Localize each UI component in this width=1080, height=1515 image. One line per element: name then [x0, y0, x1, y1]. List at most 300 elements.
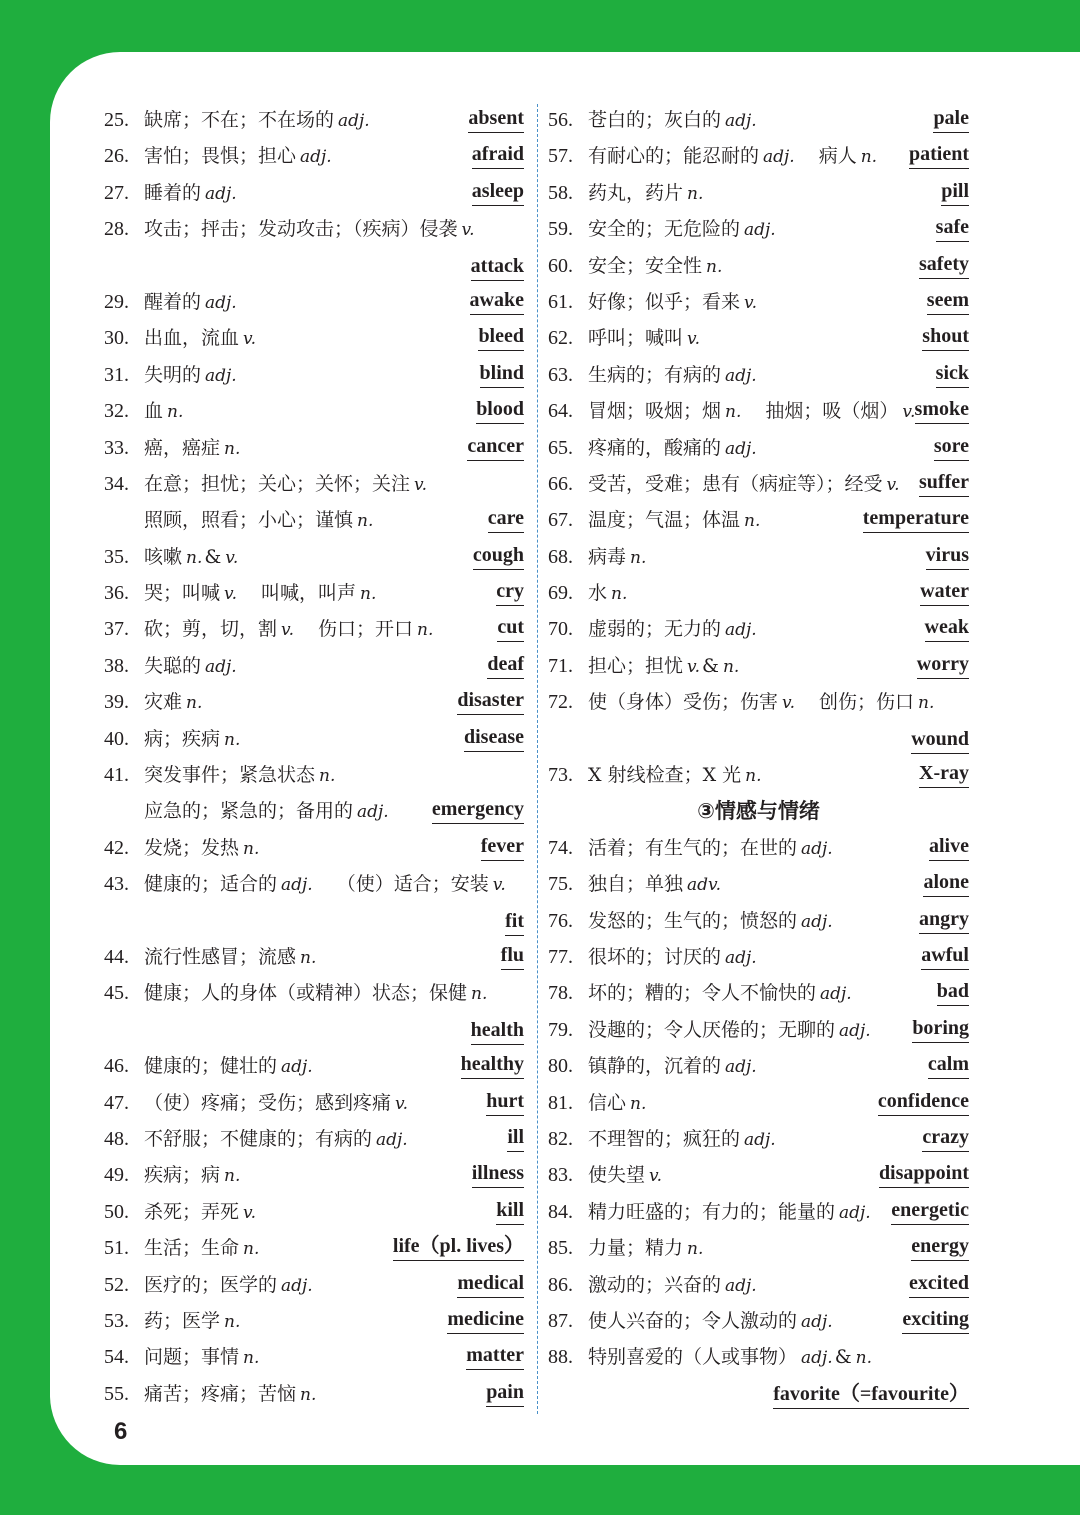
- vocab-column-left: [104, 102, 524, 1412]
- entry-number: 49.: [104, 1164, 129, 1187]
- chinese-meaning: 叫喊，叫声: [261, 582, 357, 605]
- part-of-speech: v.: [225, 547, 239, 568]
- vocab-entry: [548, 830, 969, 866]
- chinese-meaning: 伤口；开口: [318, 618, 414, 641]
- answer-word: weak: [925, 613, 969, 642]
- part-of-speech: adj.: [205, 183, 237, 204]
- chinese-meaning: 没趣的；令人厌倦的；无聊的: [588, 1018, 836, 1041]
- answer-word: asleep: [472, 177, 524, 206]
- answer-word: blind: [480, 359, 524, 388]
- chinese-meaning: 镇静的，沉着的: [588, 1055, 722, 1078]
- part-of-speech: n.: [630, 1093, 647, 1114]
- part-of-speech: n.: [224, 729, 241, 750]
- vocab-entry: [548, 539, 969, 575]
- part-of-speech: adj.: [801, 911, 833, 932]
- answer-word: X-ray: [919, 759, 969, 788]
- part-of-speech: adj.: [376, 1129, 408, 1150]
- entry-number: 63.: [548, 363, 573, 386]
- chinese-meaning: 在意；担忧；关心；关怀；关注: [144, 472, 411, 495]
- chinese-meaning: 缺席；不在；不在场的: [144, 109, 335, 131]
- answer-word: safety: [919, 250, 969, 279]
- answer-word: pain: [486, 1378, 524, 1407]
- chinese-meaning: 应急的；紧急的；备用的: [144, 800, 354, 823]
- vocab-entry: [104, 1048, 524, 1084]
- part-of-speech: v.: [395, 1093, 409, 1114]
- chinese-meaning: 精力旺盛的；有力的；能量的: [588, 1200, 836, 1223]
- answer-word: health: [471, 1016, 524, 1045]
- part-of-speech: adj.: [744, 1129, 776, 1150]
- entry-number: 52.: [104, 1273, 129, 1296]
- chinese-meaning: 砍；剪，切，割: [144, 618, 278, 641]
- answer-word: emergency: [432, 795, 524, 824]
- vocab-entry: [104, 939, 524, 975]
- answer-word: suffer: [919, 468, 969, 497]
- vocab-entry: [548, 1194, 969, 1230]
- entry-number: 78.: [548, 982, 573, 1005]
- part-of-speech: adj.: [763, 147, 795, 168]
- part-of-speech: adj.: [281, 1057, 313, 1078]
- chinese-meaning: 特别喜爱的（人或事物）: [588, 1346, 798, 1369]
- chinese-meaning: 流行性感冒；流感: [144, 945, 297, 968]
- chinese-meaning: 呼叫；喊叫: [588, 327, 684, 350]
- chinese-meaning: 好像；似乎；看来: [588, 290, 741, 313]
- entry-number: 85.: [548, 1237, 573, 1260]
- part-of-speech: adj.: [281, 1275, 313, 1296]
- entry-number: 86.: [548, 1273, 573, 1296]
- answer-word: fit: [505, 907, 524, 936]
- part-of-speech: adj.: [820, 984, 852, 1005]
- entry-number: 29.: [104, 290, 129, 313]
- chinese-meaning: 医疗的；医学的: [144, 1273, 278, 1296]
- answer-word: hurt: [486, 1087, 524, 1116]
- answer-word: seem: [927, 286, 969, 315]
- answer-word: excited: [909, 1269, 969, 1298]
- vocab-entry: [104, 430, 524, 466]
- answer-word: absent: [468, 104, 524, 133]
- vocab-entry: [104, 757, 524, 793]
- part-of-speech: n.: [855, 1348, 872, 1369]
- part-of-speech: v.: [687, 329, 701, 350]
- entry-number: 33.: [104, 436, 129, 459]
- part-of-speech: v.: [281, 620, 295, 641]
- part-of-speech: n.: [417, 620, 434, 641]
- chinese-meaning: 疾病；病: [144, 1164, 221, 1187]
- part-of-speech: adj.: [744, 220, 776, 241]
- entry-number: 77.: [548, 945, 573, 968]
- vocab-entry: [104, 284, 524, 320]
- vocab-entry: [548, 502, 969, 538]
- chinese-meaning: 哭；叫喊: [144, 582, 221, 605]
- answer-word: cancer: [467, 432, 524, 461]
- chinese-meaning: 病人: [818, 145, 857, 168]
- vocab-entry: [548, 1085, 969, 1121]
- answer-word: worry: [917, 650, 969, 679]
- entry-number: 67.: [548, 509, 573, 532]
- chinese-meaning: 坏的；糟的；令人不愉快的: [588, 982, 817, 1005]
- page-number: 6: [114, 1418, 128, 1445]
- chinese-meaning: 安全的；无危险的: [588, 218, 741, 241]
- entry-number: 27.: [104, 181, 129, 204]
- entry-number: 50.: [104, 1200, 129, 1223]
- part-of-speech: n.: [744, 511, 761, 532]
- chinese-meaning: 病毒: [588, 545, 627, 568]
- chinese-meaning: 安全；安全性: [588, 254, 703, 277]
- vocab-entry: [104, 830, 524, 866]
- vocab-entry: [104, 1230, 524, 1266]
- vocab-entry: [548, 102, 969, 138]
- vocab-entry: [104, 684, 524, 720]
- entry-number: 28.: [104, 218, 129, 241]
- vocab-entry: [104, 1121, 524, 1157]
- entry-number: 60.: [548, 254, 573, 277]
- chinese-meaning: 苍白的；灰白的: [588, 109, 722, 131]
- entry-number: 41.: [104, 764, 129, 787]
- part-of-speech: adv.: [687, 875, 722, 896]
- chinese-meaning: 有耐心的；能忍耐的: [588, 145, 760, 168]
- answer-word: crazy: [922, 1123, 969, 1152]
- vocab-entry: [548, 1339, 969, 1375]
- answer-word: deaf: [487, 650, 524, 679]
- part-of-speech: adj.: [205, 365, 237, 386]
- entry-number: 47.: [104, 1091, 129, 1114]
- section-title: ③情感与情绪: [697, 799, 820, 824]
- answer-word: attack: [471, 252, 524, 281]
- vocab-entry: [104, 1267, 524, 1303]
- chinese-meaning: 使（身体）受伤；伤害: [588, 691, 779, 714]
- part-of-speech: v.: [744, 292, 758, 313]
- part-of-speech: v.: [243, 329, 257, 350]
- vocab-entry: [104, 1339, 524, 1375]
- entry-number: 59.: [548, 218, 573, 241]
- vocab-entry: [548, 1303, 969, 1339]
- answer-word: alive: [929, 832, 969, 861]
- entry-number: 66.: [548, 472, 573, 495]
- vocab-entry: [104, 357, 524, 393]
- answer-word: afraid: [472, 140, 524, 169]
- chinese-meaning: &: [702, 654, 719, 677]
- answer-word: flu: [501, 941, 524, 970]
- entry-number: 56.: [548, 109, 573, 131]
- chinese-meaning: 健康的；健壮的: [144, 1055, 278, 1078]
- vocab-entry: [548, 248, 969, 284]
- entry-number: 82.: [548, 1127, 573, 1150]
- part-of-speech: adj.: [801, 1348, 833, 1369]
- part-of-speech: adj.: [338, 111, 370, 131]
- entry-number: 69.: [548, 582, 573, 605]
- vocab-entry: [548, 320, 969, 356]
- part-of-speech: adj.: [725, 1275, 757, 1296]
- entry-number: 84.: [548, 1200, 573, 1223]
- answer-word: kill: [496, 1196, 524, 1225]
- part-of-speech: adj.: [281, 875, 313, 896]
- entry-number: 58.: [548, 181, 573, 204]
- entry-number: 87.: [548, 1309, 573, 1332]
- answer-word: cut: [497, 613, 524, 642]
- part-of-speech: n.: [186, 693, 203, 714]
- entry-number: 68.: [548, 545, 573, 568]
- part-of-speech: n.: [224, 1311, 241, 1332]
- chinese-meaning: 照顾，照看；小心；谨慎: [144, 509, 354, 532]
- answer-word: alone: [923, 868, 969, 897]
- chinese-meaning: 温度；气温；体温: [588, 509, 741, 532]
- vocab-entry: [104, 1376, 524, 1412]
- chinese-meaning: 睡着的: [144, 181, 202, 204]
- vocab-entry: [104, 611, 524, 647]
- chinese-meaning: 使失望: [588, 1164, 646, 1187]
- answer-word: healthy: [461, 1050, 524, 1079]
- part-of-speech: adj.: [725, 365, 757, 386]
- part-of-speech: n.: [224, 1166, 241, 1187]
- chinese-meaning: 痛苦；疼痛；苦恼: [144, 1382, 297, 1405]
- answer-line: [104, 1012, 524, 1048]
- answer-word: matter: [466, 1341, 524, 1370]
- answer-word: care: [488, 504, 524, 533]
- chinese-meaning: &: [834, 1346, 852, 1369]
- chinese-meaning: 药丸，药片: [588, 181, 684, 204]
- entry-number: 75.: [548, 873, 573, 896]
- answer-line: [548, 1376, 969, 1412]
- answer-line: [104, 248, 524, 284]
- part-of-speech: n.: [243, 1239, 260, 1260]
- chinese-meaning: 问题；事情: [144, 1346, 240, 1369]
- entry-number: 64.: [548, 400, 573, 423]
- chinese-meaning: 不理智的；疯狂的: [588, 1127, 741, 1150]
- answer-word: bleed: [478, 322, 524, 351]
- answer-word: temperature: [863, 504, 969, 533]
- vocab-entry: [104, 320, 524, 356]
- answer-word: fever: [481, 832, 524, 861]
- answer-word: safe: [936, 213, 969, 242]
- answer-word: shout: [922, 322, 969, 351]
- answer-word: cry: [496, 577, 524, 606]
- entry-number: 62.: [548, 327, 573, 350]
- part-of-speech: n.: [300, 947, 317, 968]
- vocab-entry: [104, 975, 524, 1011]
- vocab-entry: [548, 903, 969, 939]
- entry-number: 74.: [548, 836, 573, 859]
- chinese-meaning: 受苦，受难；患有（病症等）；经受: [588, 472, 883, 495]
- answer-word: energy: [911, 1232, 969, 1261]
- part-of-speech: n.: [630, 547, 647, 568]
- part-of-speech: n.: [224, 438, 241, 459]
- entry-number: 34.: [104, 472, 129, 495]
- chinese-meaning: 药；医学: [144, 1309, 221, 1332]
- chinese-meaning: 发烧；发热: [144, 836, 240, 859]
- vocab-entry: [548, 138, 969, 174]
- entry-number: 72.: [548, 691, 573, 714]
- vocab-entry: [548, 284, 969, 320]
- entry-number: 36.: [104, 582, 129, 605]
- entry-number: 83.: [548, 1164, 573, 1187]
- entry-number: 30.: [104, 327, 129, 350]
- answer-word: virus: [926, 541, 969, 570]
- answer-line: [548, 721, 969, 757]
- chinese-meaning: 醒着的: [144, 290, 202, 313]
- chinese-meaning: 独自；单独: [588, 873, 684, 896]
- vocab-entry: [548, 975, 969, 1011]
- vocab-entry: [548, 1048, 969, 1084]
- answer-word: exciting: [902, 1305, 969, 1334]
- vocab-entry: [548, 393, 969, 429]
- entry-number: 40.: [104, 727, 129, 750]
- answer-word: energetic: [891, 1196, 969, 1225]
- entry-continuation: [104, 793, 524, 829]
- vocab-entry: [548, 175, 969, 211]
- vocab-entry: [548, 866, 969, 902]
- chinese-meaning: 出血，流血: [144, 327, 240, 350]
- entry-number: 73.: [548, 764, 573, 787]
- part-of-speech: adj.: [839, 1020, 871, 1041]
- chinese-meaning: 咳嗽: [144, 545, 183, 568]
- chinese-meaning: 激动的；兴奋的: [588, 1273, 722, 1296]
- entry-number: 46.: [104, 1055, 129, 1078]
- part-of-speech: v.: [902, 402, 916, 423]
- entry-number: 37.: [104, 618, 129, 641]
- entry-number: 38.: [104, 654, 129, 677]
- entry-number: 39.: [104, 691, 129, 714]
- chinese-meaning: 癌，癌症: [144, 436, 221, 459]
- vocab-entry: [548, 648, 969, 684]
- chinese-meaning: 不舒服；不健康的；有病的: [144, 1127, 373, 1150]
- vocab-entry: [104, 1303, 524, 1339]
- part-of-speech: v.: [243, 1202, 257, 1223]
- answer-word: medical: [457, 1269, 524, 1298]
- vocab-entry: [104, 648, 524, 684]
- part-of-speech: n.: [918, 693, 935, 714]
- part-of-speech: adj.: [300, 147, 332, 168]
- chinese-meaning: 很坏的；讨厌的: [588, 945, 722, 968]
- entry-number: 76.: [548, 909, 573, 932]
- chinese-meaning: 失明的: [144, 363, 202, 386]
- answer-word: smoke: [915, 395, 969, 424]
- part-of-speech: adj.: [205, 292, 237, 313]
- answer-word: angry: [919, 905, 969, 934]
- entry-number: 54.: [104, 1346, 129, 1369]
- entry-number: 51.: [104, 1237, 129, 1260]
- part-of-speech: adj.: [839, 1202, 871, 1223]
- part-of-speech: v.: [782, 693, 796, 714]
- entry-number: 32.: [104, 400, 129, 423]
- answer-word: cough: [473, 541, 524, 570]
- chinese-meaning: 健康；人的身体（或精神）状态；保健: [144, 982, 468, 1005]
- vocab-entry: [104, 211, 524, 247]
- answer-word: boring: [912, 1014, 969, 1043]
- answer-word: medicine: [447, 1305, 524, 1334]
- answer-word: pill: [941, 177, 969, 206]
- part-of-speech: adj.: [205, 656, 237, 677]
- vocab-entry: [548, 357, 969, 393]
- entry-number: 79.: [548, 1018, 573, 1041]
- vocab-entry: [548, 575, 969, 611]
- chinese-meaning: 冒烟；吸烟；烟: [588, 400, 722, 423]
- part-of-speech: n.: [243, 1348, 260, 1369]
- answer-word: sick: [936, 359, 969, 388]
- part-of-speech: adj.: [725, 111, 757, 131]
- part-of-speech: v.: [687, 656, 701, 677]
- entry-number: 65.: [548, 436, 573, 459]
- entry-number: 88.: [548, 1346, 573, 1369]
- part-of-speech: n.: [706, 256, 723, 277]
- chinese-meaning: 健康的；适合的: [144, 873, 278, 896]
- entry-number: 55.: [104, 1382, 129, 1405]
- answer-line: [104, 903, 524, 939]
- chinese-meaning: 攻击；抨击；发动攻击；（疾病）侵袭: [144, 218, 458, 241]
- vocab-entry: [104, 1085, 524, 1121]
- answer-word: sore: [934, 432, 969, 461]
- chinese-meaning: 虚弱的；无力的: [588, 618, 722, 641]
- part-of-speech: n.: [745, 766, 762, 787]
- answer-word: disease: [464, 723, 524, 752]
- part-of-speech: n.: [357, 511, 374, 532]
- chinese-meaning: 突发事件；紧急状态: [144, 764, 316, 787]
- chinese-meaning: 生活；生命: [144, 1237, 240, 1260]
- chinese-meaning: （使）适合；安装: [336, 873, 489, 896]
- answer-word: disaster: [457, 686, 524, 715]
- chinese-meaning: 担心；担忧: [588, 654, 684, 677]
- part-of-speech: n.: [687, 183, 704, 204]
- chinese-meaning: 使人兴奋的；令人激动的: [588, 1309, 798, 1332]
- vocab-entry: [548, 939, 969, 975]
- answer-word: awake: [470, 286, 524, 315]
- part-of-speech: n.: [319, 766, 336, 787]
- vocab-entry: [104, 1157, 524, 1193]
- part-of-speech: n.: [186, 547, 203, 568]
- part-of-speech: v.: [414, 474, 428, 495]
- vocab-entry: [548, 1012, 969, 1048]
- chinese-meaning: 水: [588, 582, 608, 605]
- vocab-entry: [548, 757, 969, 793]
- vocab-entry: [104, 575, 524, 611]
- part-of-speech: n.: [471, 984, 488, 1005]
- chinese-meaning: 血: [144, 400, 164, 423]
- part-of-speech: adj.: [801, 838, 833, 859]
- part-of-speech: n.: [722, 656, 740, 677]
- part-of-speech: v.: [492, 875, 506, 896]
- entry-number: 53.: [104, 1309, 129, 1332]
- answer-word: pale: [933, 104, 969, 133]
- answer-word: bad: [937, 977, 969, 1006]
- vocab-entry: [104, 1194, 524, 1230]
- part-of-speech: n.: [611, 584, 628, 605]
- part-of-speech: n.: [300, 1384, 317, 1405]
- chinese-meaning: 病；疾病: [144, 727, 221, 750]
- chinese-meaning: 创伤；伤口: [819, 691, 915, 714]
- vocab-entry: [548, 430, 969, 466]
- chinese-meaning: （使）疼痛；受伤；感到疼痛: [144, 1091, 392, 1114]
- chinese-meaning: 疼痛的，酸痛的: [588, 436, 722, 459]
- answer-word: disappoint: [879, 1159, 969, 1188]
- vocab-entry: [104, 866, 524, 902]
- entry-number: 80.: [548, 1055, 573, 1078]
- vocab-entry: [548, 211, 969, 247]
- chinese-meaning: 信心: [588, 1091, 627, 1114]
- column-divider: [537, 104, 538, 1414]
- part-of-speech: v.: [649, 1166, 663, 1187]
- part-of-speech: v.: [886, 474, 900, 495]
- entry-number: 31.: [104, 363, 129, 386]
- answer-word: illness: [472, 1159, 524, 1188]
- answer-word: confidence: [878, 1087, 969, 1116]
- chinese-meaning: 杀死；弄死: [144, 1200, 240, 1223]
- chinese-meaning: X 射线检查；X 光: [588, 764, 742, 787]
- entry-continuation: [104, 502, 524, 538]
- chinese-meaning: 发怒的；生气的；愤怒的: [588, 909, 798, 932]
- part-of-speech: n.: [860, 147, 878, 168]
- answer-word: water: [920, 577, 969, 606]
- entry-number: 61.: [548, 290, 573, 313]
- answer-word: patient: [909, 140, 969, 169]
- chinese-meaning: 失聪的: [144, 654, 202, 677]
